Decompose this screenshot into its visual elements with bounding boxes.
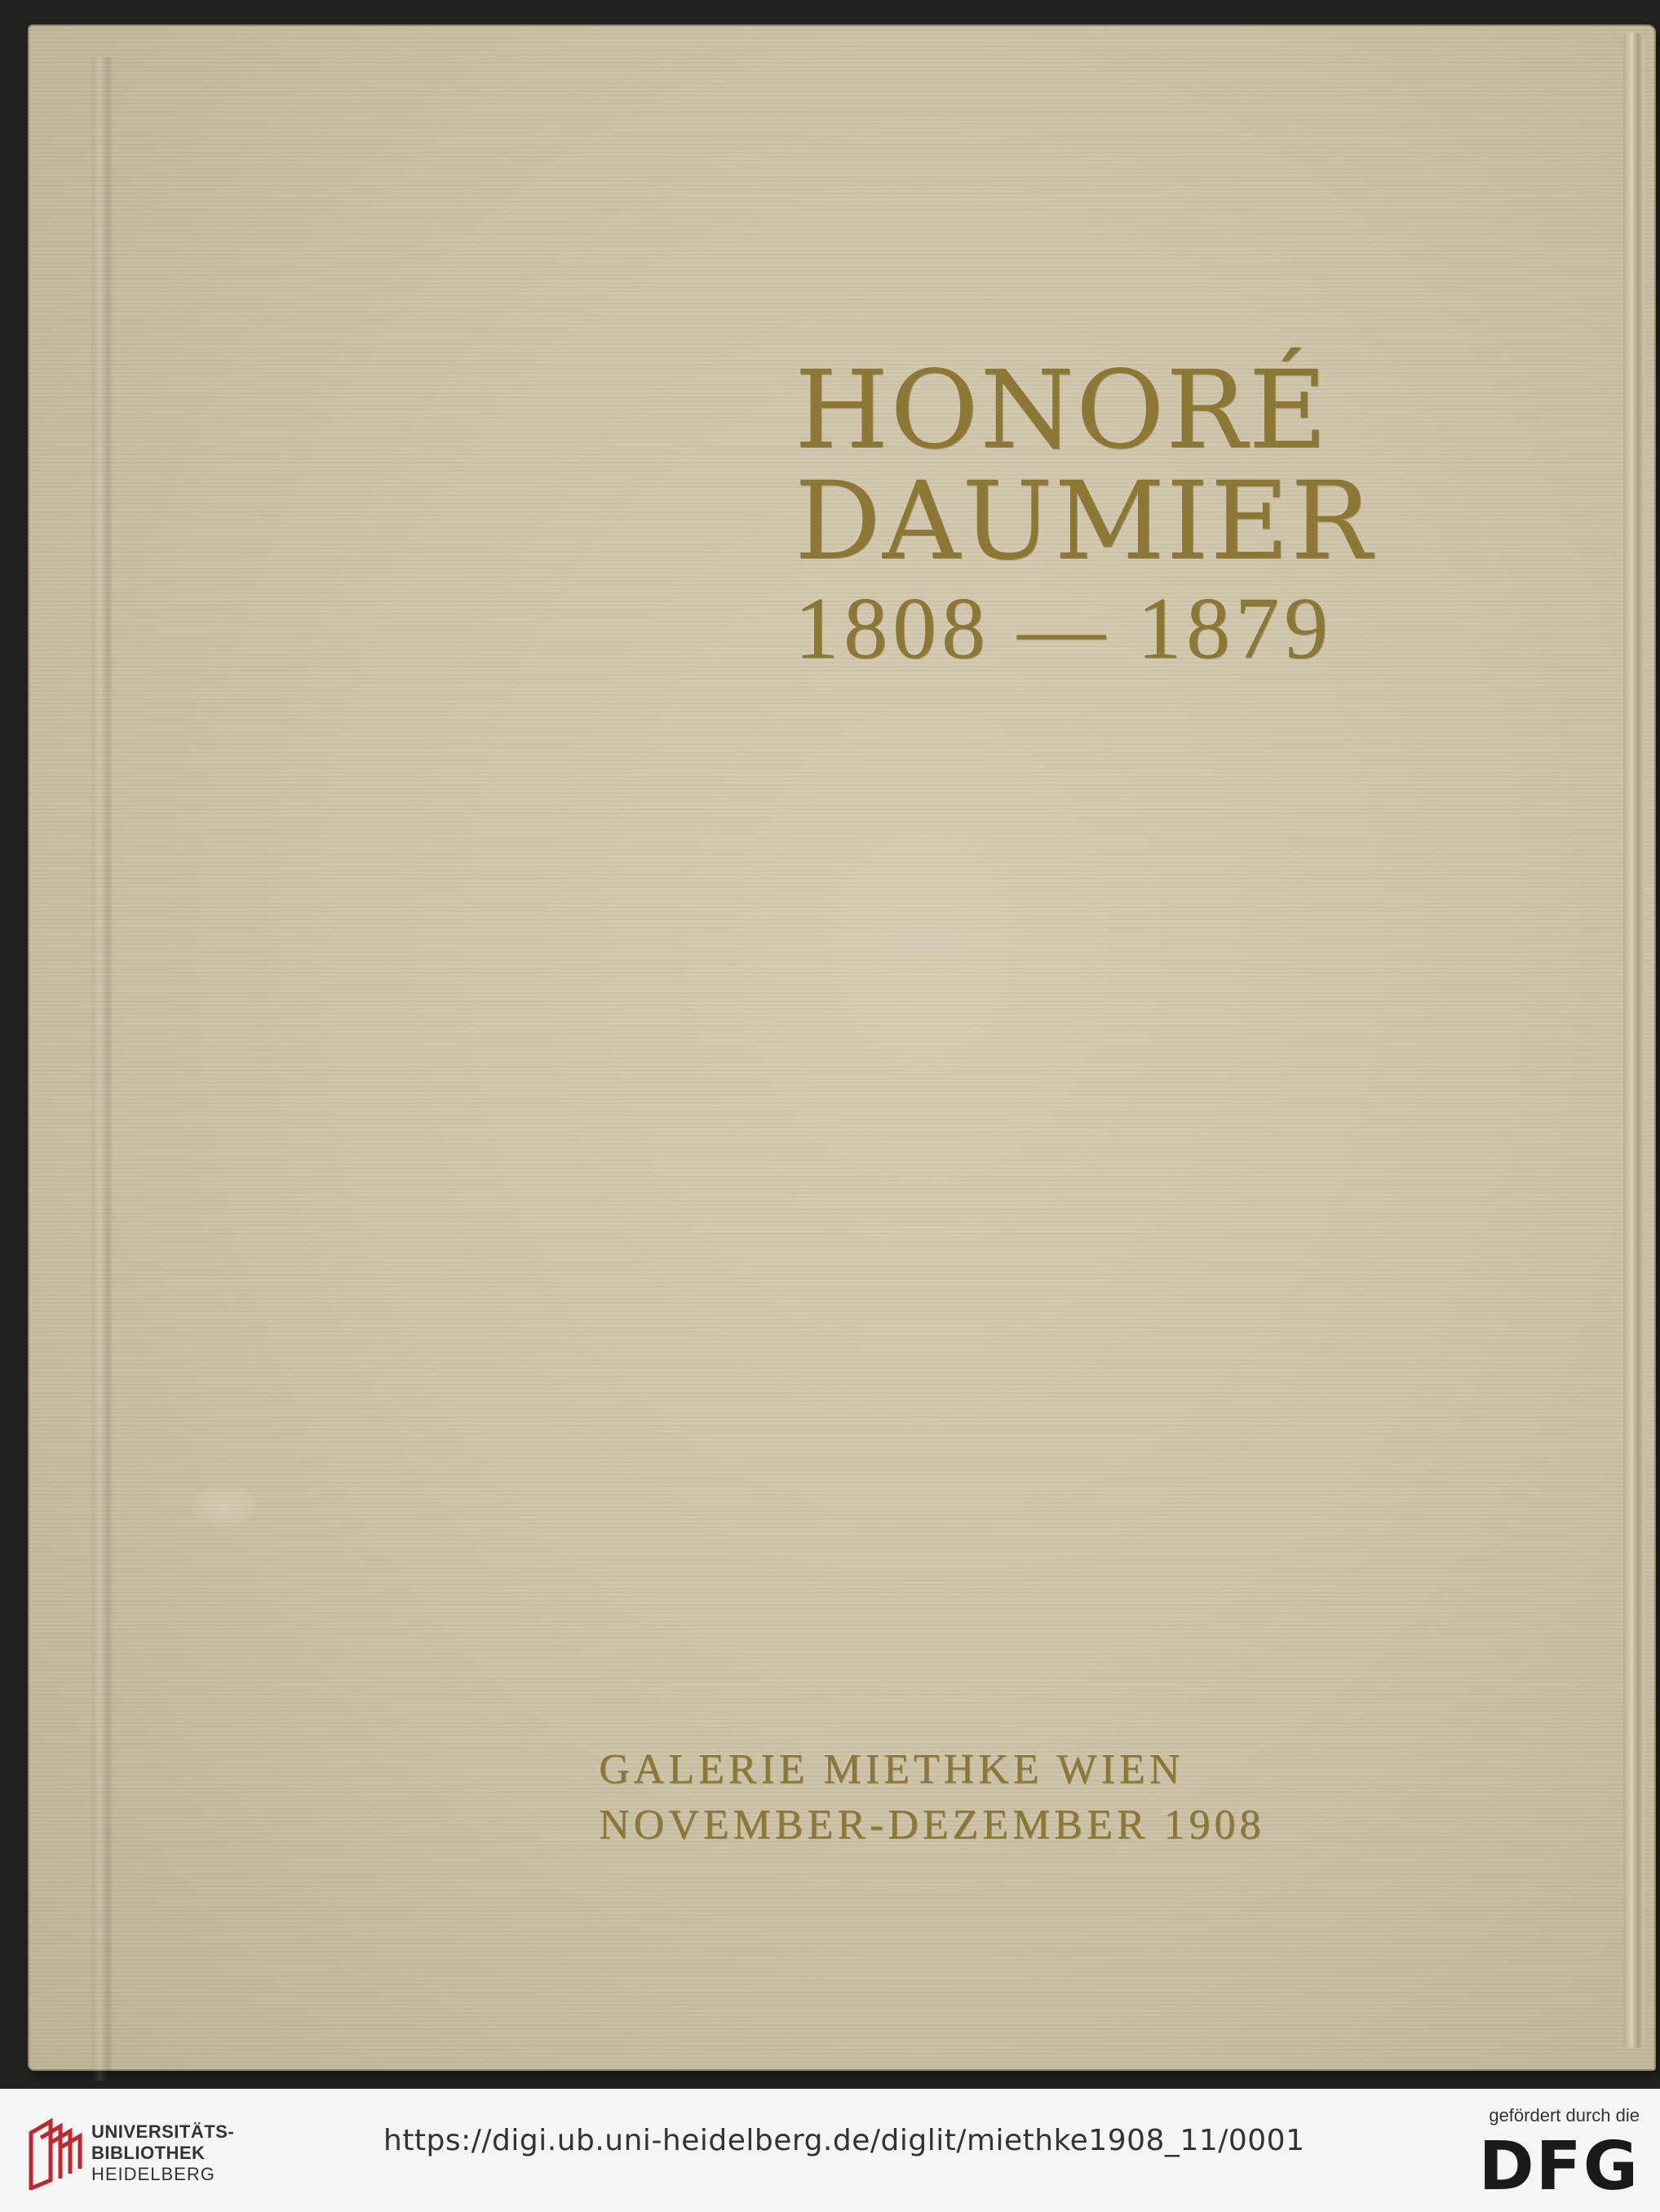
publisher-gallery: GALERIE MIETHKE WIEN: [599, 1746, 1184, 1793]
scanned-cover: [28, 24, 1656, 2071]
library-name[interactable]: [91, 2121, 234, 2185]
spine-fold: [91, 57, 113, 2081]
footer-bar: [0, 2089, 1660, 2212]
library-name-line3: HEIDELBERG: [91, 2164, 215, 2184]
library-name-line2: BIBLIOTHEK: [91, 2143, 206, 2163]
title-years: 1808 — 1879: [795, 580, 1333, 677]
title-first-name: HONORÉ: [795, 348, 1329, 473]
dfg-logo[interactable]: DFG: [1478, 2128, 1640, 2205]
funding-caption: gefördert durch die: [1489, 2105, 1640, 2126]
title-last-name: DAUMIER: [795, 459, 1374, 584]
cover-title: [795, 348, 1374, 680]
cover-publisher: [599, 1742, 1349, 1853]
publisher-dates: NOVEMBER-DEZEMBER 1908: [599, 1802, 1265, 1848]
permalink-url[interactable]: https://digi.ub.uni-heidelberg.de/diglit/miethke1908_11/0001: [383, 2124, 1305, 2157]
book-stack-icon[interactable]: [26, 2117, 85, 2190]
page-edges: [1623, 33, 1645, 2048]
paper-stain: [191, 1485, 256, 1526]
library-name-line1: UNIVERSITÄTS-: [91, 2121, 235, 2142]
